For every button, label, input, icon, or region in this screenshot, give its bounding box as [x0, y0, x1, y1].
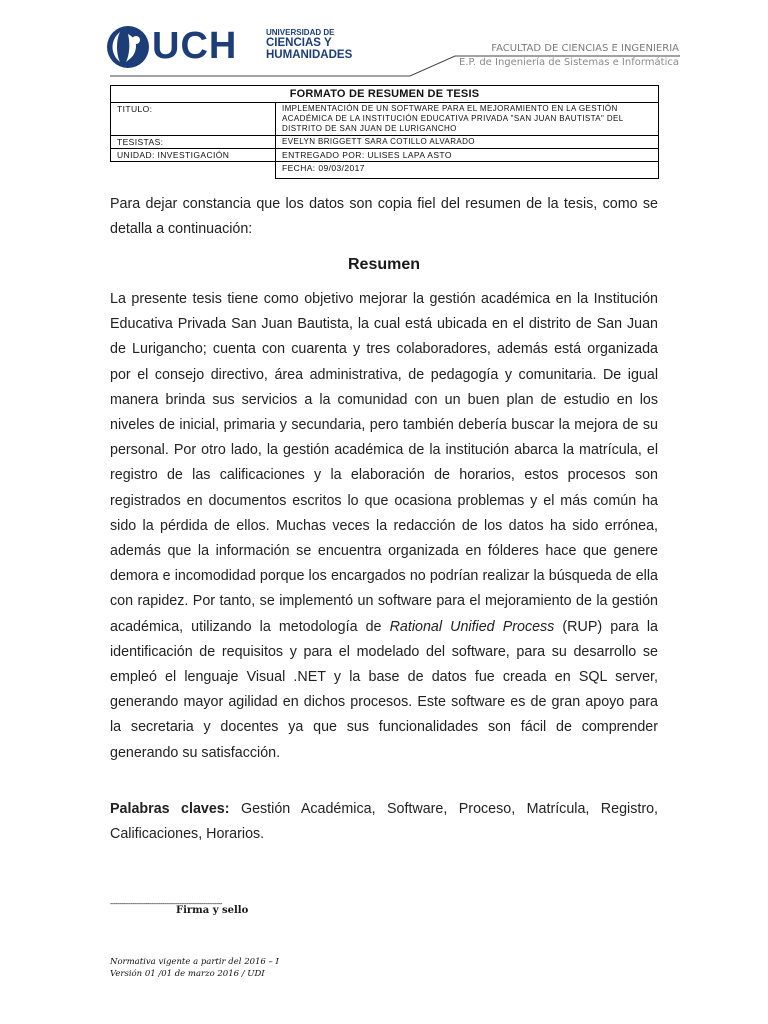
abstract-text-part-1: La presente tesis tiene como objetivo mejorar la gestión académica en la Institución Educativa Privada San Juan Bautista, la cual está ubicada en el distrito de San Juan de Lurigancho; cuenta con cuarenta y tres colaboradores, además está organizada por el consejo directivo, área administrativa, de pedagogía y comunitaria. De igual manera brinda sus servicios a la comunidad con un buen plan de estudio en los niveles de inicial, primaria y secundaria, pero también debería buscar la mejora de su personal. Por otro lado, la gestión académica de la institución abarca la matrícula, el registro de las calificaciones y la elaboración de horarios, estos procesos son registrados en documentos escritos lo que ocasiona problemas y el más común ha sido la pérdida de ellos. Muchas veces la redacción de los datos ha sido errónea, además que la información se encuentra organizada en fólderes hace que genere demora e incomodidad porque los encargados no podrían realizar la búsqueda de ella con rapidez. Por tanto, se implementó un software para el mejoramiento de la gestión académica, utilizando la metodología de [110, 291, 658, 635]
logo-line-2: CIENCIAS Y [266, 37, 332, 49]
signature-line: ------------------------------------------------------------ [110, 900, 222, 908]
intro-paragraph: Para dejar constancia que los datos son copia fiel del resumen de la tesis, como se detalla a continuación: [110, 196, 658, 238]
school-name: E.P. de Ingeniería de Sistemas e Informática [459, 57, 679, 68]
logo-line-1: UNIVERSIDAD DE [266, 28, 335, 37]
section-heading: Resumen [347, 256, 421, 273]
signature-label: Firma y sello [176, 905, 249, 916]
row-value-delivered-by: ENTREGADO POR: ULISES LAPA ASTO [276, 149, 659, 162]
table-row [111, 162, 659, 179]
keywords-text: Gestión Académica, Software, Proceso, Matrícula, Registro, Calificaciones, Horarios. [110, 801, 659, 843]
row-label-empty [111, 162, 276, 179]
footer-version: Versión 01 /01 de marzo 2016 / UDI [110, 969, 265, 979]
logo-university-name [266, 28, 366, 61]
footer-regulation: Normativa vigente a partir del 2016 – I [110, 957, 279, 967]
abstract-text-part-2: (RUP) para la identificación de requisitos y para el modelado del software, para su desarrollo se empleó el lenguaje Visual .NET y la base de datos fue creada en SQL server, generando mayor agilidad en dichos procesos. Este software es de gran apoyo para la secretaria y docentes ya que sus funcionalidades son fácil de comprender generando su satisfacción. [110, 618, 659, 761]
row-value-title: IMPLEMENTACIÓN DE UN SOFTWARE PARA EL MEJORAMIENTO EN LA GESTIÓN ACADÉMICA DE LA INSTITUCIÓN EDUCATIVA PRIVADA "SAN JUAN BAUTISTA" DEL DISTRITO DE SAN JUAN DE LURIGANCHO [276, 103, 659, 136]
row-value-authors: EVELYN BRIGGETT SARA COTILLO ALVARADO [276, 136, 659, 149]
abstract-italic-term: Rational Unified Process [389, 618, 555, 635]
table-title-row [111, 86, 659, 103]
logo-wordmark: UCH [152, 25, 238, 67]
row-label-unit: UNIDAD: INVESTIGACIÓN [111, 149, 276, 162]
table-title: FORMATO DE RESUMEN DE TESIS [111, 86, 659, 103]
table-row [111, 149, 659, 162]
row-value-date: FECHA: 09/03/2017 [276, 162, 659, 179]
table-row [111, 136, 659, 149]
keywords-paragraph [110, 797, 658, 847]
keywords-label: Palabras claves: [110, 801, 230, 817]
abstract-paragraph [110, 287, 658, 766]
faculty-name: FACULTAD DE CIENCIAS E INGENIERIA [491, 43, 679, 54]
university-logo [106, 24, 353, 70]
row-label-authors: TESISTAS: [111, 136, 276, 149]
logo-line-3: HUMANIDADES [266, 49, 353, 61]
row-label-title: TITULO: [111, 103, 276, 136]
table-row [111, 103, 659, 136]
logo-emblem-icon [106, 24, 150, 70]
thesis-summary-table [110, 85, 659, 179]
